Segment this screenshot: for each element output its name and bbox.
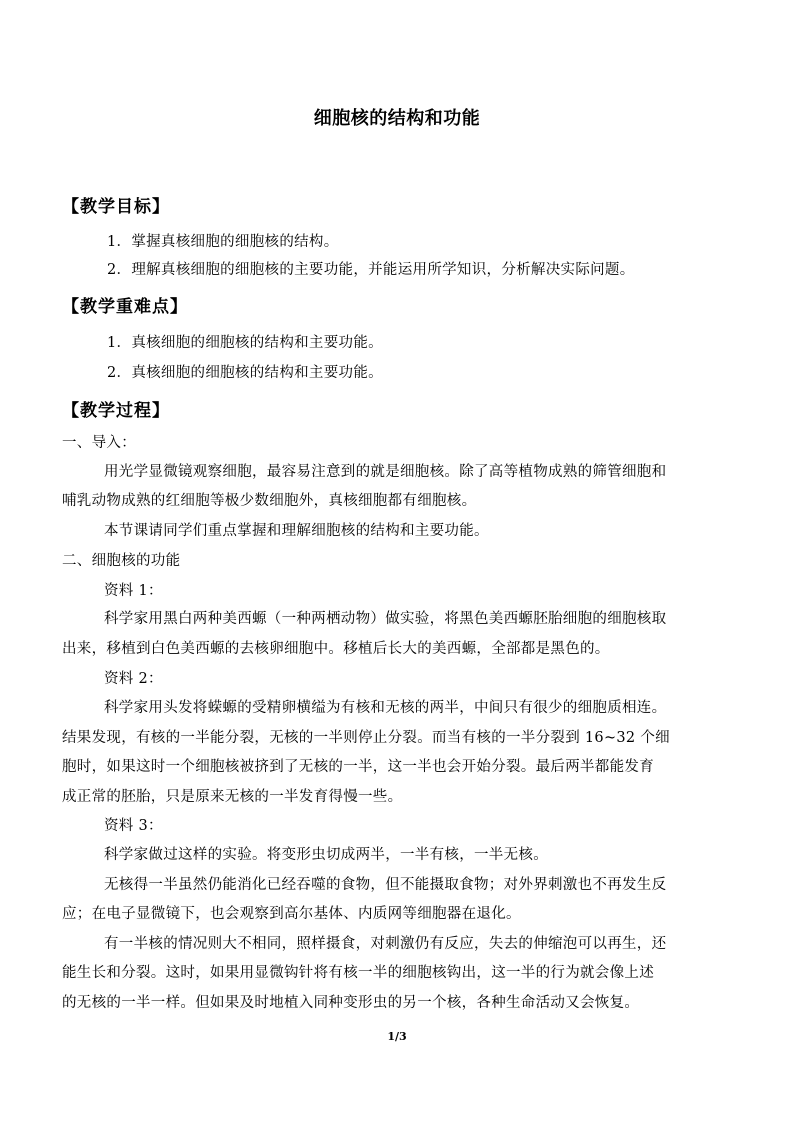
material-label: 资料 2： — [104, 671, 163, 687]
goal-item: 1．掌握真核细胞的细胞核的结构。 — [107, 234, 339, 250]
paragraph-line: 能生长和分裂。这时，如果用显微钩针将有核一半的细胞核钩出，这一半的行为就会像上述 — [62, 965, 654, 981]
paragraph-line: 科学家用头发将蝾螈的受精卵横缢为有核和无核的两半，中间只有很少的细胞质相连。 — [104, 700, 667, 716]
material-label: 资料 1： — [104, 583, 163, 599]
keypoint-item: 1．真核细胞的细胞核的结构和主要功能。 — [107, 335, 383, 351]
paragraph-line: 本节课请同学们重点掌握和理解细胞核的结构和主要功能。 — [104, 523, 489, 539]
heading-key-points: 【教学重难点】 — [62, 297, 188, 317]
paragraph-line: 用光学显微镜观察细胞，最容易注意到的就是细胞核。除了高等植物成熟的筛管细胞和 — [104, 464, 667, 480]
paragraph-line: 的无核的一半一样。但如果及时地植入同种变形虫的另一个核，各种生命活动又会恢复。 — [62, 995, 640, 1011]
paragraph-line: 哺乳动物成熟的红细胞等极少数细胞外，真核细胞都有细胞核。 — [62, 493, 477, 509]
heading-teaching-process: 【教学过程】 — [62, 401, 170, 421]
keypoint-item: 2．真核细胞的细胞核的结构和主要功能。 — [107, 365, 383, 381]
paragraph-line: 出来，移植到白色美西螈的去核卵细胞中。移植后长大的美西螈，全部都是黑色的。 — [62, 641, 610, 657]
paragraph-line: 科学家做过这样的实验。将变形虫切成两半，一半有核，一半无核。 — [104, 847, 548, 863]
section-intro-title: 一、导入： — [62, 435, 136, 451]
heading-teaching-goals: 【教学目标】 — [62, 197, 170, 217]
paragraph-line: 胞时，如果这时一个细胞核被挤到了无核的一半，这一半也会开始分裂。最后两半都能发育 — [62, 759, 654, 775]
document-title: 细胞核的结构和功能 — [313, 108, 481, 129]
page-number: 1/3 — [387, 1030, 407, 1043]
paragraph-line: 结果发现，有核的一半能分裂，无核的一半则停止分裂。而当有核的一半分裂到 16~32 个细 — [62, 730, 670, 746]
goal-item: 2．理解真核细胞的细胞核的主要功能，并能运用所学知识，分析解决实际问题。 — [107, 262, 635, 278]
paragraph-line: 有一半核的情况则大不相同，照样摄食，对刺激仍有反应，失去的伸缩泡可以再生，还 — [104, 936, 667, 952]
paragraph-line: 应；在电子显微镜下，也会观察到高尔基体、内质网等细胞器在退化。 — [62, 906, 521, 922]
material-label: 资料 3： — [104, 818, 163, 834]
section-function-title: 二、细胞核的功能 — [62, 553, 181, 569]
paragraph-line: 科学家用黑白两种美西螈（一种两栖动物）做实验，将黑色美西螈胚胎细胞的细胞核取 — [104, 611, 667, 627]
paragraph-line: 无核得一半虽然仍能消化已经吞噬的食物，但不能摄取食物；对外界刺激也不再发生反 — [104, 877, 667, 893]
paragraph-line: 成正常的胚胎，只是原来无核的一半发育得慢一些。 — [62, 789, 403, 805]
